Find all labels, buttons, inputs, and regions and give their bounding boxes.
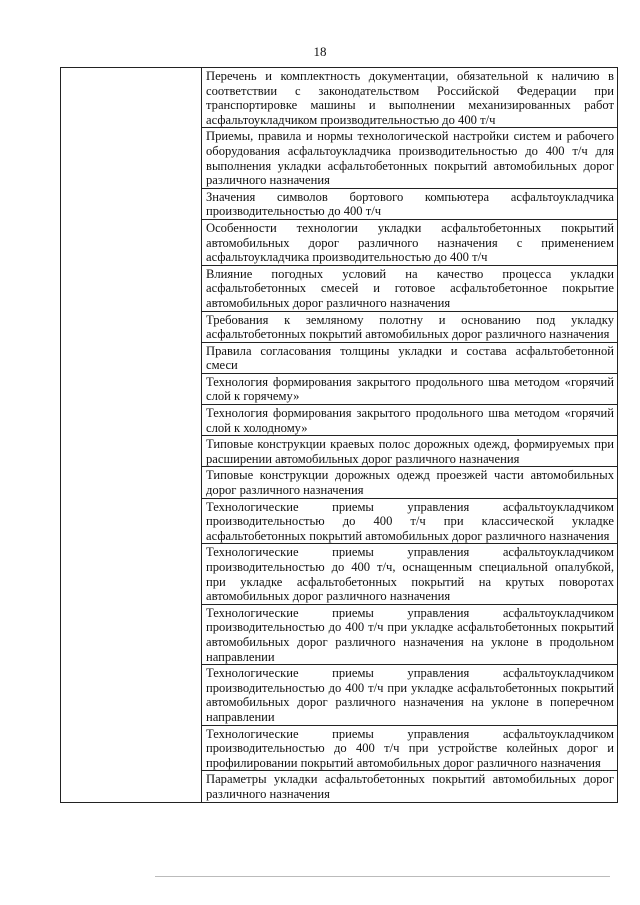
knowledge-table — [60, 67, 618, 803]
left-column-cell — [61, 68, 202, 803]
table-cell-text: Требования к земляному полотну и основанию под укладку асфальтобетонных покрытий автомобильных дорог различного назначения — [202, 311, 618, 342]
table-row — [61, 68, 618, 128]
table-cell-text: Технология формирования закрытого продольного шва методом «горячий слой к горячему» — [202, 373, 618, 404]
table-cell-text: Типовые конструкции дорожных одежд проезжей части автомобильных дорог различного назначения — [202, 467, 618, 498]
table-cell-text: Значения символов бортового компьютера асфальтоукладчика производительностью до 400 т/ч — [202, 188, 618, 219]
table-cell-text: Технология формирования закрытого продольного шва методом «горячий слой к холодному» — [202, 405, 618, 436]
table-cell-text: Технологические приемы управления асфальтоукладчиком производительностью до 400 т/ч при устройстве колейных дорог и профилировании покрытий автомобильных дорог различного назначения — [202, 725, 618, 771]
table-cell-text: Перечень и комплектность документации, обязательной к наличию в соответствии с законодательством Российской Федерации при транспортировке машины и выполнении механизированных работ асфальтоукладчиком производительностью до 400 т/ч — [202, 68, 618, 128]
table-cell-text: Технологические приемы управления асфальтоукладчиком производительностью до 400 т/ч, оснащенным специальной опалубкой, при укладке асфальтобетонных покрытий на крутых поворотах автомобильных дорог различного назначения — [202, 544, 618, 604]
footer-rule — [155, 876, 610, 877]
table-cell-text: Технологические приемы управления асфальтоукладчиком производительностью до 400 т/ч при укладке асфальтобетонных покрытий автомобильных дорог различного назначения на уклоне в поперечном направлении — [202, 665, 618, 725]
table-cell-text: Влияние погодных условий на качество процесса укладки асфальтобетонных смесей и готовое асфальтобетонное покрытие автомобильных дорог различного назначения — [202, 265, 618, 311]
table-cell-text: Параметры укладки асфальтобетонных покрытий автомобильных дорог различного назначения — [202, 771, 618, 802]
table-cell-text: Правила согласования толщины укладки и состава асфальтобетонной смеси — [202, 342, 618, 373]
table-cell-text: Типовые конструкции краевых полос дорожных одежд, формируемых при расширении автомобильных дорог различного назначения — [202, 436, 618, 467]
page-number: 18 — [313, 44, 327, 59]
table-cell-text: Технологические приемы управления асфальтоукладчиком производительностью до 400 т/ч при классической укладке асфальтобетонных покрытий автомобильных дорог различного назначения — [202, 498, 618, 544]
table-cell-text: Особенности технологии укладки асфальтобетонных покрытий автомобильных дорог различного назначения с применением асфальтоукладчика производительностью до 400 т/ч — [202, 219, 618, 265]
table-cell-text: Технологические приемы управления асфальтоукладчиком производительностью до 400 т/ч при укладке асфальтобетонных покрытий автомобильных дорог различного назначения на уклоне в продольном направлении — [202, 604, 618, 664]
table-cell-text: Приемы, правила и нормы технологической настройки систем и рабочего оборудования асфальтоукладчика производительностью до 400 т/ч для выполнения укладки асфальтобетонных покрытий автомобильных дорог различного назначения — [202, 128, 618, 188]
